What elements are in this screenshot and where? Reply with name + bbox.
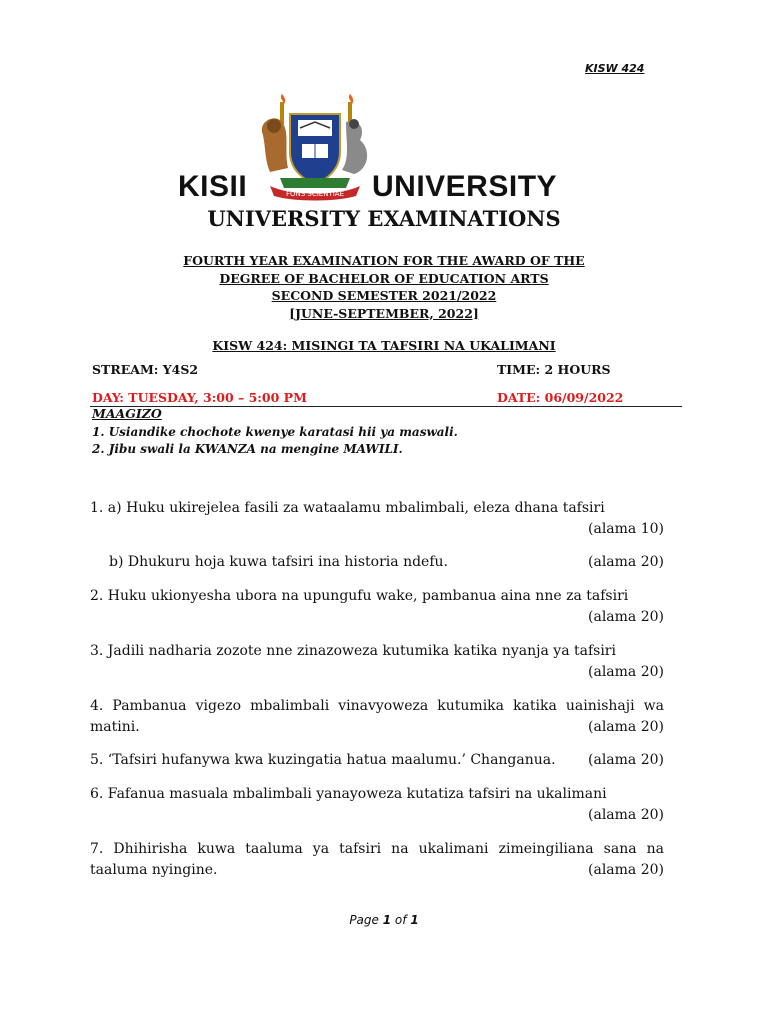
page-number-footer: [0, 913, 768, 927]
question-text: 5. ‘Tafsiri hufanywa kwa kuzingatia hatua maalumu.’ Changanua.: [90, 752, 556, 768]
question-text: 4. Pambanua vigezo mbalimbali vinavyoweza kutumika katika uainishaji wa: [90, 698, 664, 714]
question-2: [90, 586, 664, 628]
university-name-right: UNIVERSITY: [372, 170, 558, 203]
page-label: Page: [349, 913, 379, 927]
question-3: [90, 641, 664, 683]
question-marks: (alama 20): [588, 752, 664, 768]
university-name-left: KISII: [178, 170, 248, 203]
question-4: [90, 696, 664, 738]
university-crest-logo: [250, 92, 380, 202]
page-total: 1: [410, 913, 419, 927]
award-line: DEGREE OF BACHELOR OF EDUCATION ARTS: [219, 270, 549, 286]
crest-motto: FONS SCIENTIAE: [285, 190, 345, 198]
question-text: matini.: [90, 719, 140, 735]
day-label: DAY: TUESDAY, 3:00 – 5:00 PM: [92, 390, 307, 405]
instruction-item: 2. Jibu swali la KWANZA na mengine MAWILI.: [92, 442, 403, 456]
question-6: [90, 784, 664, 826]
course-code-top: KISW 424: [585, 62, 645, 75]
question-1a: [90, 498, 664, 540]
question-marks: (alama 20): [588, 554, 664, 570]
stream-label: STREAM: Y4S2: [92, 362, 199, 377]
question-text: 3. Jadili nadharia zozote nne zinazoweza kutumika katika nyanja ya tafsiri: [90, 643, 616, 659]
award-line: FOURTH YEAR EXAMINATION FOR THE AWARD OF THE: [183, 253, 585, 268]
question-1b: [90, 552, 664, 573]
question-text: b) Dhukuru hoja kuwa tafsiri ina historia ndefu.: [109, 554, 448, 570]
question-text: 7. Dhihirisha kuwa taaluma ya tafsiri na ukalimani zimeingiliana sana na: [90, 841, 664, 857]
divider: [90, 406, 682, 407]
date-label: DATE: 06/09/2022: [497, 390, 624, 405]
question-marks: (alama 20): [588, 862, 664, 878]
question-marks: (alama 20): [588, 664, 664, 680]
instruction-item: 1. Usiandike chochote kwenye karatasi hii ya maswali.: [92, 425, 458, 439]
question-text: 1. a) Huku ukirejelea fasili za wataalamu mbalimbali, eleza dhana tafsiri: [90, 500, 605, 516]
award-block: [0, 252, 768, 322]
instructions-heading: MAAGIZO: [92, 406, 162, 421]
time-label: TIME: 2 HOURS: [497, 362, 611, 377]
question-5: [90, 750, 664, 771]
question-7: [90, 839, 664, 881]
question-marks: (alama 20): [588, 609, 664, 625]
course-title: KISW 424: MISINGI TA TAFSIRI NA UKALIMANI: [212, 338, 556, 353]
question-text: 2. Huku ukionyesha ubora na upungufu wake, pambanua aina nne za tafsiri: [90, 588, 629, 604]
award-line: SECOND SEMESTER 2021/2022: [271, 288, 497, 303]
exams-title: UNIVERSITY EXAMINATIONS: [207, 206, 561, 231]
question-marks: (alama 10): [588, 521, 664, 537]
question-marks: (alama 20): [588, 807, 664, 823]
question-marks: (alama 20): [588, 719, 664, 735]
question-text: 6. Fafanua masuala mbalimbali yanayoweza kutatiza tafsiri na ukalimani: [90, 786, 607, 802]
question-text: taaluma nyingine.: [90, 862, 218, 878]
award-line: [JUNE-SEPTEMBER, 2022]: [289, 305, 479, 321]
of-label: of: [394, 913, 407, 927]
page-current: 1: [382, 913, 392, 927]
